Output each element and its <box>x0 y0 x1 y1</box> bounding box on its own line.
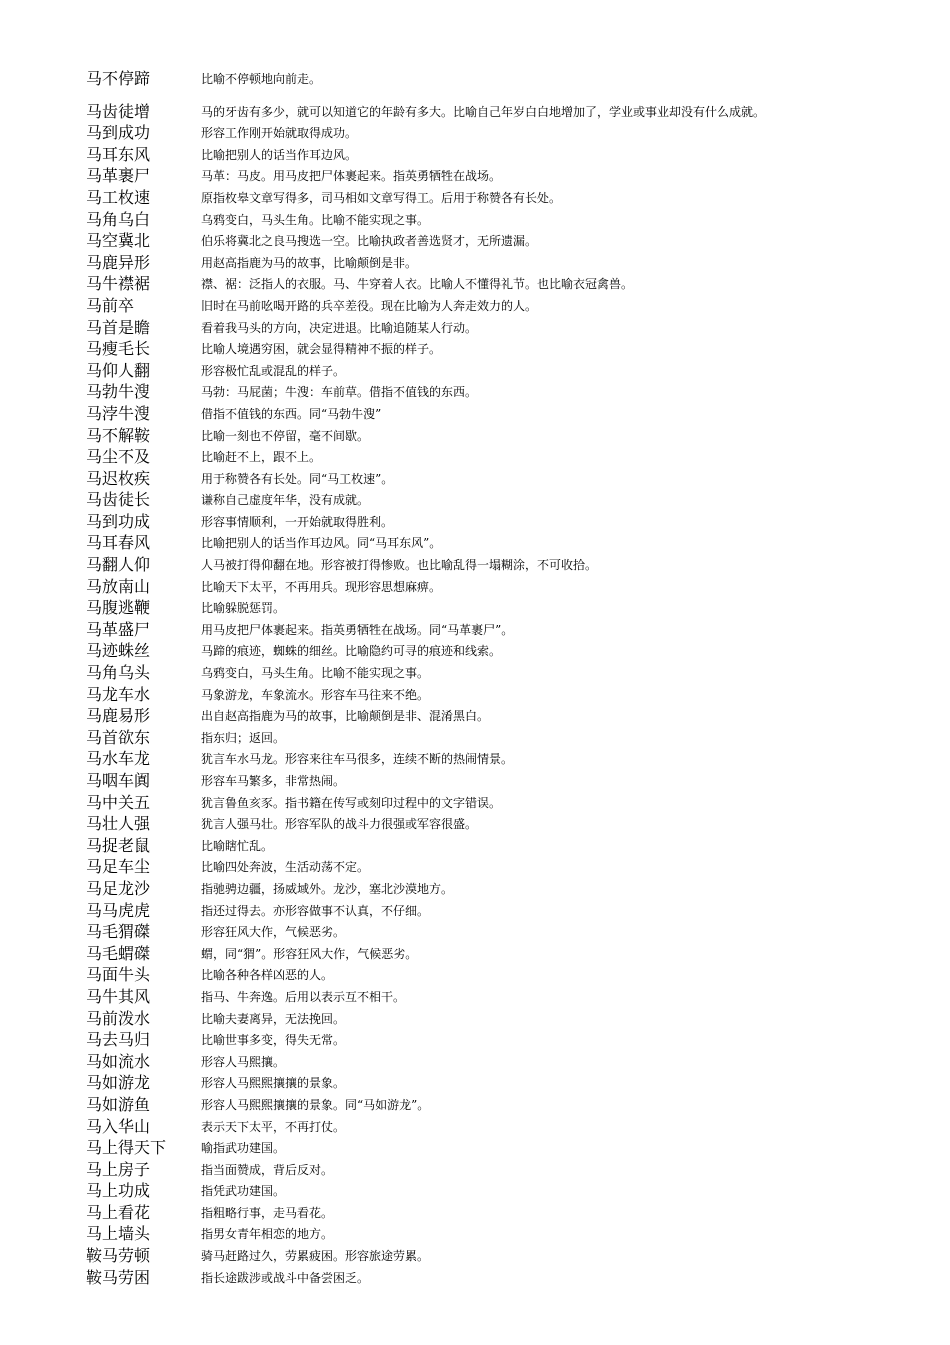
idiom-entry <box>86 66 866 88</box>
idiom-definition: 蝟，同“猬”。形容狂风大作，气候恶劣。 <box>201 946 418 961</box>
idiom-entry <box>86 142 866 164</box>
idiom-definition: 用于称赞各有长处。同“马工枚速”。 <box>201 471 394 486</box>
idiom-term: 马迟枚疾 <box>86 468 151 488</box>
idiom-term: 马尘不及 <box>86 447 151 467</box>
idiom-definition: 犹言人强马壮。形容军队的战斗力很强或军容很盛。 <box>201 817 478 832</box>
idiom-term: 马空冀北 <box>86 231 151 251</box>
idiom-entry <box>86 337 866 359</box>
idiom-entry <box>86 380 866 402</box>
idiom-term: 马到功成 <box>86 511 151 531</box>
idiom-term: 马鹿易形 <box>86 706 151 726</box>
idiom-definition: 比喻天下太平，不再用兵。现形容思想麻痹。 <box>201 579 442 594</box>
idiom-definition: 比喻把别人的话当作耳边风。同“马耳东风”。 <box>201 536 442 551</box>
idiom-definition: 形容人马熙攘。 <box>201 1054 286 1069</box>
idiom-entry <box>86 1071 866 1093</box>
idiom-term: 马瘦毛长 <box>86 339 151 359</box>
idiom-entry <box>86 1092 866 1114</box>
idiom-term: 马前泼水 <box>86 1008 151 1028</box>
idiom-entry <box>86 833 866 855</box>
idiom-term: 马牛襟裾 <box>86 274 151 294</box>
idiom-term: 马不停蹄 <box>86 68 151 88</box>
idiom-term: 马不解鞍 <box>86 425 151 445</box>
idiom-entry <box>86 660 866 682</box>
idiom-entry <box>86 1136 866 1158</box>
idiom-definition: 指凭武功建国。 <box>201 1184 286 1199</box>
idiom-entry <box>86 768 866 790</box>
idiom-entry <box>86 855 866 877</box>
idiom-definition: 形容车马繁多，非常热闹。 <box>201 774 346 788</box>
idiom-definition: 比喻把别人的话当作耳边风。 <box>201 147 358 162</box>
idiom-entry <box>86 185 866 207</box>
idiom-definition: 形容人马熙熙攘攘的景象。 <box>201 1076 346 1091</box>
idiom-term: 马上房子 <box>86 1159 151 1179</box>
idiom-term: 马水车龙 <box>86 749 151 769</box>
idiom-entry <box>86 941 866 963</box>
idiom-definition: 人马被打得仰翻在地。形容被打得惨败。也比喻乱得一塌糊涂，不可收拾。 <box>201 558 598 573</box>
idiom-definition: 比喻世事多变，得失无常。 <box>201 1033 346 1048</box>
idiom-term: 马翻人仰 <box>86 555 151 575</box>
idiom-definition: 乌鸦变白，马头生角。比喻不能实现之事。 <box>201 212 430 227</box>
idiom-entry <box>86 1049 866 1071</box>
idiom-term: 马毛猬磔 <box>86 922 151 942</box>
idiom-entry <box>86 1265 866 1287</box>
idiom-term: 马中关五 <box>86 792 151 812</box>
idiom-definition: 马蹄的痕迹，蜘蛛的细丝。比喻隐约可寻的痕迹和线索。 <box>201 644 502 659</box>
idiom-term: 马工枚速 <box>86 187 151 207</box>
idiom-entry <box>86 963 866 985</box>
idiom-term: 马勃牛溲 <box>86 382 151 402</box>
idiom-definition: 谦称自己虚度年华，没有成就。 <box>201 493 370 508</box>
idiom-entry <box>86 747 866 769</box>
idiom-entry <box>86 445 866 467</box>
idiom-term: 马足龙沙 <box>86 878 151 898</box>
idiom-definition: 比喻一刻也不停留，毫不间歇。 <box>201 428 370 443</box>
idiom-term: 马耳春风 <box>86 533 151 553</box>
idiom-entry <box>86 88 866 121</box>
idiom-term: 马如流水 <box>86 1051 151 1071</box>
idiom-term: 马仰人翻 <box>86 360 151 380</box>
idiom-definition: 襟、裾：泛指人的衣服。马、牛穿着人衣。比喻人不懂得礼节。也比喻衣冠禽兽。 <box>201 277 634 292</box>
idiom-definition: 喻指武功建国。 <box>201 1141 286 1156</box>
idiom-definition: 用赵高指鹿为马的故事，比喻颠倒是非。 <box>201 255 418 270</box>
idiom-entry <box>86 401 866 423</box>
idiom-term: 马齿徒增 <box>86 101 151 121</box>
idiom-term: 马迹蛛丝 <box>86 641 151 661</box>
idiom-term: 马鹿异形 <box>86 252 151 272</box>
idiom-definition: 指当面赞成，背后反对。 <box>201 1162 334 1177</box>
idiom-definition: 表示天下太平，不再打仗。 <box>201 1119 346 1134</box>
idiom-definition: 形容人马熙熙攘攘的景象。同“马如游龙”。 <box>201 1097 430 1112</box>
idiom-term: 马角乌头 <box>86 663 151 683</box>
idiom-entry <box>86 207 866 229</box>
idiom-definition: 形容极忙乱或混乱的样子。 <box>201 363 346 378</box>
idiom-entry <box>86 466 866 488</box>
idiom-entry <box>86 682 866 704</box>
idiom-term: 马角乌白 <box>86 209 151 229</box>
idiom-term: 马革盛尸 <box>86 619 151 639</box>
idiom-entry <box>86 423 866 445</box>
idiom-entry <box>86 121 866 143</box>
idiom-entry <box>86 898 866 920</box>
idiom-entry <box>86 272 866 294</box>
idiom-definition: 马象游龙，车象流水。形容车马往来不绝。 <box>201 687 430 702</box>
idiom-definition: 马勃：马屁菌；牛溲：车前草。借指不值钱的东西。 <box>201 385 478 400</box>
idiom-term: 马龙车水 <box>86 684 151 704</box>
idiom-term: 马耳东风 <box>86 144 151 164</box>
idiom-definition: 犹言车水马龙。形容来往车马很多，连续不断的热闹情景。 <box>201 752 514 767</box>
idiom-entry <box>86 704 866 726</box>
idiom-entry <box>86 920 866 942</box>
idiom-definition: 马的牙齿有多少，就可以知道它的年龄有多大。比喻自己年岁白白地增加了，学业或事业却没有什么成就。 <box>201 104 766 119</box>
idiom-definition: 骑马赶路过久，劳累疲困。形容旅途劳累。 <box>201 1249 430 1264</box>
idiom-definition: 指还过得去。亦形容做事不认真，不仔细。 <box>201 903 430 918</box>
idiom-term: 马革裹尸 <box>86 166 151 186</box>
idiom-term: 马毛蝟磔 <box>86 943 151 963</box>
idiom-entry <box>86 812 866 834</box>
idiom-entry <box>86 790 866 812</box>
idiom-entry <box>86 315 866 337</box>
idiom-definition: 比喻夫妻离异，无法挽回。 <box>201 1011 346 1026</box>
idiom-definition: 形容工作刚开始就取得成功。 <box>201 126 358 141</box>
idiom-entry <box>86 574 866 596</box>
idiom-term: 马上功成 <box>86 1181 151 1201</box>
idiom-definition: 指长途跋涉或战斗中备尝困乏。 <box>201 1270 370 1285</box>
idiom-entry <box>86 984 866 1006</box>
idiom-term: 马前卒 <box>86 295 135 315</box>
idiom-entry <box>86 876 866 898</box>
idiom-entry <box>86 509 866 531</box>
idiom-entry <box>86 531 866 553</box>
idiom-definition: 比喻人境遇穷困，就会显得精神不振的样子。 <box>201 342 442 357</box>
idiom-definition: 形容狂风大作，气候恶劣。 <box>201 925 346 940</box>
idiom-entry <box>86 1006 866 1028</box>
idiom-definition: 伯乐将冀北之良马搜选一空。比喻执政者善选贤才，无所遗漏。 <box>201 234 538 249</box>
idiom-definition: 比喻各种各样凶恶的人。 <box>201 968 334 983</box>
idiom-term: 马放南山 <box>86 576 151 596</box>
idiom-definition: 借指不值钱的东西。同“马勃牛溲” <box>201 406 382 421</box>
idiom-entry <box>86 229 866 251</box>
idiom-entry <box>86 488 866 510</box>
idiom-term: 鞍马劳困 <box>86 1267 151 1287</box>
idiom-definition: 指男女青年相恋的地方。 <box>201 1227 334 1242</box>
idiom-definition: 比喻不停顿地向前走。 <box>201 71 322 86</box>
idiom-entry <box>86 1028 866 1050</box>
idiom-definition: 出自赵高指鹿为马的故事，比喻颠倒是非、混淆黑白。 <box>201 709 490 724</box>
idiom-term: 马齿徒长 <box>86 490 151 510</box>
idiom-entry <box>86 725 866 747</box>
idiom-term: 马如游龙 <box>86 1073 151 1093</box>
idiom-definition: 看着我马头的方向，决定进退。比喻追随某人行动。 <box>201 320 478 335</box>
idiom-term: 马上墙头 <box>86 1224 151 1244</box>
idiom-entry <box>86 358 866 380</box>
idiom-definition: 指驰骋边疆，扬威域外。龙沙，塞北沙漠地方。 <box>201 881 454 896</box>
idiom-entry <box>86 1157 866 1179</box>
idiom-definition: 指粗略行事，走马看花。 <box>201 1205 334 1220</box>
idiom-term: 马咽车阗 <box>86 771 151 790</box>
idiom-entry <box>86 1114 866 1136</box>
idiom-list <box>86 66 866 1287</box>
idiom-entry <box>86 596 866 618</box>
idiom-entry <box>86 639 866 661</box>
idiom-term: 鞍马劳顿 <box>86 1246 151 1266</box>
idiom-definition: 指东归；返回。 <box>201 730 286 745</box>
idiom-term: 马面牛头 <box>86 965 151 985</box>
idiom-definition: 旧时在马前吆喝开路的兵卒差役。现在比喻为人奔走效力的人。 <box>201 298 538 313</box>
idiom-entry <box>86 293 866 315</box>
idiom-term: 马腹逃鞭 <box>86 598 151 618</box>
idiom-definition: 比喻赶不上，跟不上。 <box>201 450 322 465</box>
idiom-term: 马上得天下 <box>86 1138 167 1158</box>
idiom-entry <box>86 552 866 574</box>
idiom-entry <box>86 617 866 639</box>
idiom-definition: 比喻瞎忙乱。 <box>201 838 274 853</box>
idiom-term: 马马虎虎 <box>86 900 151 920</box>
idiom-definition: 指马、牛奔逸。后用以表示互不相干。 <box>201 989 406 1004</box>
idiom-definition: 乌鸦变白，马头生角。比喻不能实现之事。 <box>201 666 430 681</box>
idiom-term: 马首欲东 <box>86 727 151 747</box>
idiom-entry <box>86 1179 866 1201</box>
idiom-entry <box>86 1222 866 1244</box>
idiom-term: 马壮人强 <box>86 814 151 834</box>
idiom-term: 马捉老鼠 <box>86 835 151 855</box>
idiom-definition: 比喻四处奔波，生活动荡不定。 <box>201 860 370 875</box>
idiom-term: 马牛其风 <box>86 986 151 1006</box>
idiom-term: 马首是瞻 <box>86 317 151 337</box>
idiom-definition: 原指枚皋文章写得多，司马相如文章写得工。后用于称赞各有长处。 <box>201 190 562 205</box>
idiom-entry <box>86 164 866 186</box>
idiom-term: 马足车尘 <box>86 857 151 877</box>
idiom-term: 马入华山 <box>86 1116 151 1136</box>
idiom-definition: 形容事情顺利，一开始就取得胜利。 <box>201 514 394 529</box>
idiom-term: 马浡牛溲 <box>86 403 151 423</box>
idiom-entry <box>86 1243 866 1265</box>
idiom-term: 马到成功 <box>86 123 151 143</box>
idiom-definition: 比喻躲脱惩罚。 <box>201 601 286 616</box>
idiom-definition: 用马皮把尸体裹起来。指英勇牺牲在战场。同“马革裹尸”。 <box>201 622 514 637</box>
idiom-definition: 马革：马皮。用马皮把尸体裹起来。指英勇牺牲在战场。 <box>201 169 502 184</box>
idiom-definition: 犹言鲁鱼亥豕。指书籍在传写或刻印过程中的文字错误。 <box>201 795 502 810</box>
idiom-term: 马上看花 <box>86 1202 151 1222</box>
idiom-entry <box>86 250 866 272</box>
idiom-term: 马如游鱼 <box>86 1094 151 1114</box>
idiom-entry <box>86 1200 866 1222</box>
idiom-term: 马去马归 <box>86 1030 151 1050</box>
